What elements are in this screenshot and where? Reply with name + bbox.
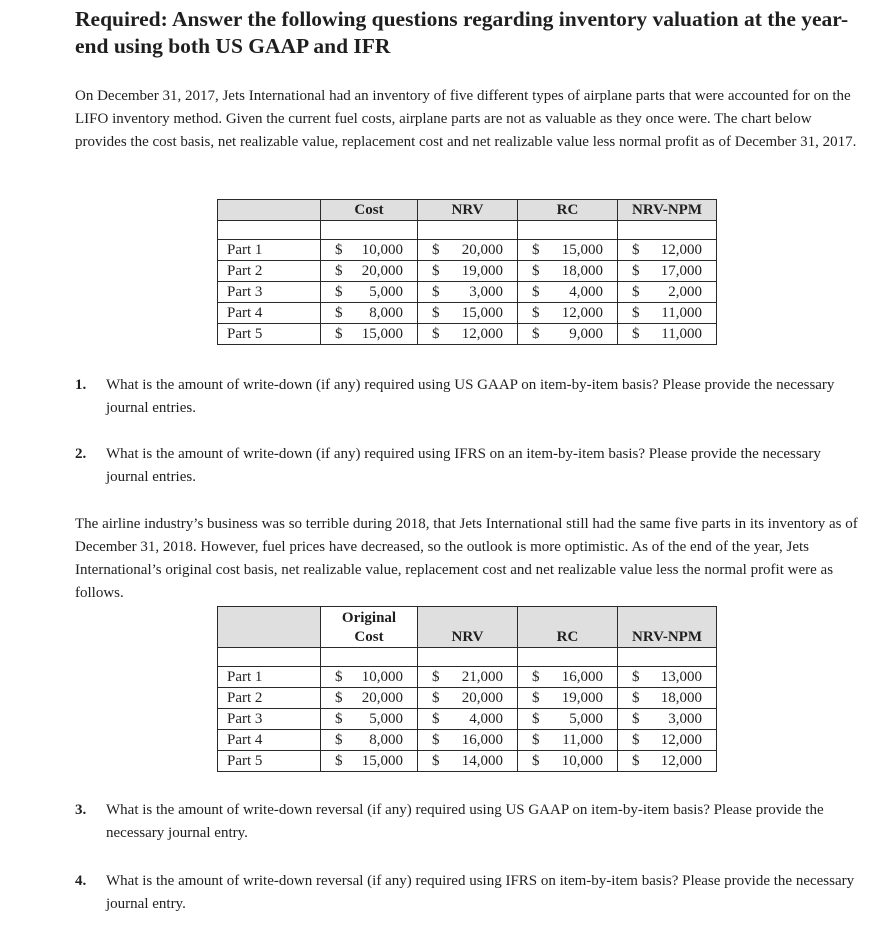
header-line-cost: Cost [354,629,384,645]
table-row [218,730,717,751]
value-cell [618,303,717,324]
currency-symbol: $ [632,711,640,727]
value-cell [618,240,717,261]
cell-value: 18,000 [660,690,702,706]
cell-value: 20,000 [461,690,503,706]
table-header-row [218,200,717,221]
row-label: Part 5 [218,751,321,772]
currency-symbol: $ [532,326,540,342]
value-cell [618,667,717,688]
value-cell [418,688,518,709]
currency-symbol: $ [432,326,440,342]
cell-value: 4,000 [469,711,503,727]
row-label: Part 5 [218,324,321,345]
question-number: 1. [75,377,87,393]
value-cell [418,667,518,688]
currency-symbol: $ [432,753,440,769]
currency-symbol: $ [632,669,640,685]
table-row [218,667,717,688]
value-cell [518,751,618,772]
value-cell [518,667,618,688]
cell-value: 15,000 [361,326,403,342]
value-cell [418,730,518,751]
cell-value: 10,000 [361,242,403,258]
currency-symbol: $ [532,284,540,300]
value-cell [418,240,518,261]
value-cell [418,303,518,324]
cell-value: 10,000 [561,753,603,769]
value-cell [321,303,418,324]
currency-symbol: $ [632,263,640,279]
value-cell [518,709,618,730]
value-cell [418,282,518,303]
value-cell [418,324,518,345]
question-text: What is the amount of write-down reversal (if any) required using US GAAP on item-by-item basis? Please provide the necessary journal entry. [106,802,824,841]
value-cell [518,303,618,324]
currency-symbol: $ [632,690,640,706]
cell-value: 19,000 [461,263,503,279]
cell-value: 14,000 [461,753,503,769]
table-spacer-row [218,648,717,667]
currency-symbol: $ [532,263,540,279]
inventory-table-2018 [217,606,717,772]
cell-value: 12,000 [660,732,702,748]
currency-symbol: $ [532,242,540,258]
currency-symbol: $ [632,753,640,769]
cell-value: 3,000 [668,711,702,727]
question-number: 2. [75,446,87,462]
currency-symbol: $ [632,732,640,748]
table-row [218,303,717,324]
currency-symbol: $ [532,669,540,685]
cell-value: 16,000 [561,669,603,685]
currency-symbol: $ [532,711,540,727]
cell-value: 5,000 [569,711,603,727]
value-cell [518,261,618,282]
currency-symbol: $ [335,732,343,748]
value-cell [321,730,418,751]
question-text: What is the amount of write-down reversal (if any) required using IFRS on item-by-item basis? Please provide the necessary journal entry. [106,873,855,912]
cell-value: 15,000 [361,753,403,769]
cell-value: 3,000 [469,284,503,300]
cell-value: 19,000 [561,690,603,706]
cell-value: 12,000 [561,305,603,321]
currency-symbol: $ [335,242,343,258]
question-text: What is the amount of write-down (if any) required using US GAAP on item-by-item basis? Please provide the necessary journal entries. [106,377,835,416]
header-original-cost [321,607,418,648]
header-nrv-npm: NRV-NPM [618,607,717,648]
value-cell [418,751,518,772]
value-cell [618,751,717,772]
row-label: Part 1 [218,667,321,688]
cell-value: 21,000 [461,669,503,685]
table-header-row [218,607,717,648]
currency-symbol: $ [432,732,440,748]
currency-symbol: $ [532,305,540,321]
cell-value: 2,000 [668,284,702,300]
currency-symbol: $ [432,690,440,706]
question-number: 4. [75,873,87,889]
value-cell [618,688,717,709]
table-row [218,751,717,772]
value-cell [321,688,418,709]
header-blank [218,200,321,221]
cell-value: 18,000 [561,263,603,279]
cell-value: 10,000 [361,669,403,685]
currency-symbol: $ [335,263,343,279]
value-cell [321,709,418,730]
cell-value: 12,000 [461,326,503,342]
currency-symbol: $ [432,711,440,727]
question-number: 3. [75,802,87,818]
row-label: Part 3 [218,709,321,730]
row-label: Part 2 [218,688,321,709]
currency-symbol: $ [335,711,343,727]
cell-value: 5,000 [369,284,403,300]
header-blank [218,607,321,648]
currency-symbol: $ [532,690,540,706]
value-cell [321,324,418,345]
table-row [218,261,717,282]
value-cell [518,730,618,751]
currency-symbol: $ [632,242,640,258]
value-cell [321,282,418,303]
cell-value: 11,000 [661,305,702,321]
value-cell [321,751,418,772]
currency-symbol: $ [335,753,343,769]
cell-value: 15,000 [561,242,603,258]
cell-value: 12,000 [660,753,702,769]
table-row [218,240,717,261]
value-cell [518,688,618,709]
value-cell [518,240,618,261]
value-cell [618,730,717,751]
currency-symbol: $ [532,732,540,748]
row-label: Part 2 [218,261,321,282]
table-spacer-row [218,221,717,240]
currency-symbol: $ [335,326,343,342]
currency-symbol: $ [335,690,343,706]
cell-value: 20,000 [461,242,503,258]
value-cell [618,261,717,282]
row-label: Part 4 [218,730,321,751]
intro-paragraph: On December 31, 2017, Jets International had an inventory of five different types of airplane parts that were accounted for on the LIFO inventory method. Given the current fuel costs, airplane parts are not as valuable as they once were. The chart below provides the cost basis, net realizable value, replacement cost and net realizable value less normal profit as of December 31, 2017. [75,88,857,150]
header-nrv-npm: NRV-NPM [618,200,717,221]
cell-value: 8,000 [369,305,403,321]
currency-symbol: $ [335,284,343,300]
cell-value: 20,000 [361,690,403,706]
cell-value: 11,000 [661,326,702,342]
header-rc: RC [518,607,618,648]
cell-value: 20,000 [361,263,403,279]
table-row [218,709,717,730]
cell-value: 4,000 [569,284,603,300]
currency-symbol: $ [335,669,343,685]
table-row [218,324,717,345]
header-nrv: NRV [418,200,518,221]
currency-symbol: $ [632,305,640,321]
value-cell [618,282,717,303]
cell-value: 15,000 [461,305,503,321]
currency-symbol: $ [432,669,440,685]
row-label: Part 3 [218,282,321,303]
cell-value: 5,000 [369,711,403,727]
currency-symbol: $ [432,263,440,279]
row-label: Part 4 [218,303,321,324]
currency-symbol: $ [432,242,440,258]
row-label: Part 1 [218,240,321,261]
cell-value: 8,000 [369,732,403,748]
question-text: What is the amount of write-down (if any) required using IFRS on an item-by-item basis? Please provide the necessary journal entries. [106,446,821,485]
cell-value: 16,000 [461,732,503,748]
second-paragraph: The airline industry’s business was so terrible during 2018, that Jets International still had the same five parts in its inventory as of December 31, 2018. However, fuel prices have decreased, so the outlook is more optimistic. As of the end of the year, Jets International’s original cost basis, net realizable value, replacement cost and net realizable value less the normal profit were as follows. [75,516,858,601]
value-cell [518,282,618,303]
currency-symbol: $ [432,284,440,300]
table-row [218,282,717,303]
cell-value: 9,000 [569,326,603,342]
currency-symbol: $ [632,326,640,342]
cell-value: 12,000 [660,242,702,258]
cell-value: 13,000 [660,669,702,685]
currency-symbol: $ [532,753,540,769]
inventory-table-2017 [217,199,717,345]
value-cell [418,709,518,730]
header-line-original: Original [341,610,397,626]
value-cell [618,324,717,345]
currency-symbol: $ [335,305,343,321]
header-rc: RC [518,200,618,221]
currency-symbol: $ [432,305,440,321]
value-cell [518,324,618,345]
value-cell [418,261,518,282]
value-cell [321,240,418,261]
value-cell [321,261,418,282]
value-cell [321,667,418,688]
cell-value: 11,000 [562,732,603,748]
header-nrv: NRV [418,607,518,648]
currency-symbol: $ [632,284,640,300]
header-cost: Cost [321,200,418,221]
table-row [218,688,717,709]
value-cell [618,709,717,730]
cell-value: 17,000 [660,263,702,279]
page-title: Required: Answer the following questions regarding inventory valuation at the year-end using both US GAAP and IFR [75,7,849,58]
